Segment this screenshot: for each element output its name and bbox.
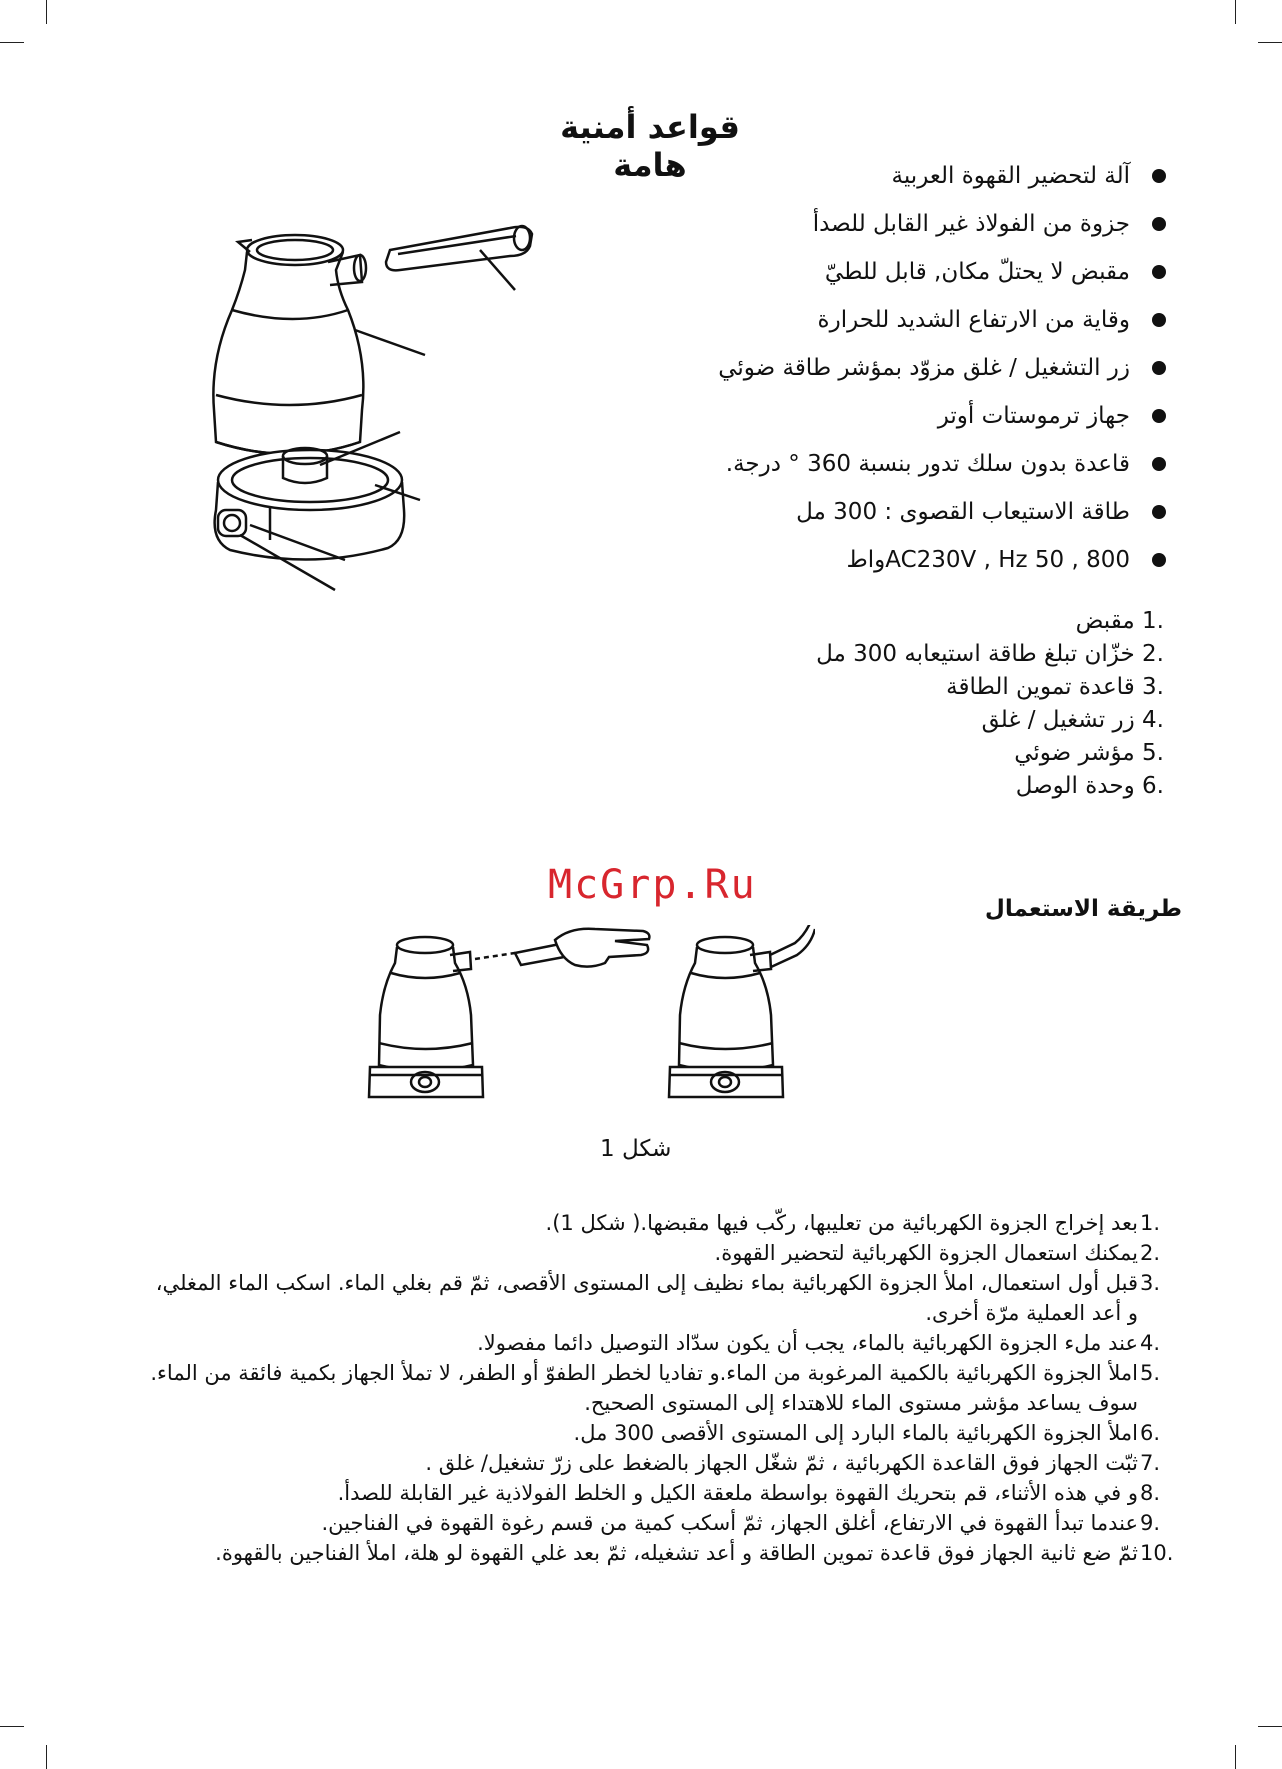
step-item: 1. بعد إخراج الجزوة الكهربائية من تعليبها، ركّب فيها مقبضها.( شكل 1). (545, 1211, 1161, 1235)
usage-steps-list (142, 1208, 1182, 1568)
bullet-icon (1152, 505, 1166, 519)
step-item: 7. ثبّت الجهاز فوق القاعدة الكهربائية ، ثمّ شغّل الجهاز بالضغط على زرّ تشغيل/ غلق . (425, 1451, 1161, 1475)
crop-mark (0, 1726, 24, 1727)
part-item: 6. وحدة الوصل (1015, 773, 1164, 799)
part-item: 2. خزّان تبلغ طاقة استيعابه 300 مل (816, 641, 1164, 667)
crop-mark (46, 0, 47, 24)
step-item: 5. املأ الجزوة الكهربائية بالكمية المرغوبة من الماء.و تفاديا لخطر الطفوّ أو الطفر، لا تملأ الجهاز بكمية فائقة من الماء. سوف يساعد مؤشر مستوى الماء للاهتداء إلى المستوى الصحيح. (150, 1361, 1161, 1415)
step-item: 8. و في هذه الأثناء، قم بتحريك القهوة بواسطة ملعقة الكيل و الخلط الفولاذية غير القابلة للصدأ. (337, 1481, 1161, 1505)
usage-section-title: طريقة الاستعمال (984, 896, 1182, 922)
bullet-icon (1152, 169, 1166, 183)
step-item: 3. قبل أول استعمال، املأ الجزوة الكهربائية بماء نظيف إلى المستوى الأقصى، ثمّ قم بغلي الماء. اسكب الماء المغلي، و أعد العملية مرّة أخرى. (155, 1271, 1161, 1325)
bullet-icon (1152, 553, 1166, 567)
bullet-icon (1152, 265, 1166, 279)
step-item: 4. عند ملء الجزوة الكهربائية بالماء، يجب أن يكون سدّاد التوصيل دائما مفصولا. (477, 1331, 1161, 1355)
feature-item: AC230V , Hz 50 , 800واط (550, 536, 1170, 584)
feature-item: جزوة من الفولاذ غير القابل للصدأ (550, 200, 1170, 248)
step-item: 2. يمكنك استعمال الجزوة الكهربائية لتحضير القهوة. (714, 1241, 1161, 1265)
part-item: 1. مقبض (1075, 608, 1164, 634)
feature-item: قاعدة بدون سلك تدور بنسبة 360 ° درجة. (550, 440, 1170, 488)
bullet-icon (1152, 361, 1166, 375)
figure-caption: شكل 1 (600, 1136, 672, 1162)
part-item: 3. قاعدة تموين الطاقة (946, 674, 1164, 700)
bullet-icon (1152, 409, 1166, 423)
step-item: 6. املأ الجزوة الكهربائية بالماء البارد إلى المستوى الأقصى 300 مل. (573, 1421, 1161, 1445)
figure-1-illustration (365, 925, 815, 1125)
crop-mark (46, 1745, 47, 1769)
crop-mark (1235, 1745, 1236, 1769)
bullet-icon (1152, 457, 1166, 471)
features-list (550, 152, 1170, 584)
step-item: 9. عندما تبدأ القهوة في الارتفاع، أغلق الجهاز، ثمّ أسكب كمية من قسم رغوة القهوة في الفناجين. (321, 1511, 1161, 1535)
watermark: McGrp.Ru (548, 862, 757, 908)
feature-item: زر التشغيل / غلق مزوّد بمؤشر طاقة ضوئي (550, 344, 1170, 392)
part-item: 4. زر تشغيل / غلق (981, 707, 1164, 733)
page-title: قواعد أمنية هامة (560, 108, 740, 184)
feature-item: مقبض لا يحتلّ مكان, قابل للطيّ (550, 248, 1170, 296)
part-item: 5. مؤشر ضوئي (1014, 740, 1164, 766)
step-item: 10. ثمّ ضع ثانية الجهاز فوق قاعدة تموين الطاقة و أعد تشغيله، ثمّ بعد غلي القهوة لو هلة، املأ الفناجين بالقهوة. (215, 1541, 1174, 1565)
crop-mark (0, 42, 24, 43)
parts-list (782, 605, 1182, 803)
bullet-icon (1152, 313, 1166, 327)
crop-mark (1258, 1726, 1282, 1727)
feature-item: جهاز ترموستات أوتر (550, 392, 1170, 440)
feature-item: وقاية من الارتفاع الشديد للحرارة (550, 296, 1170, 344)
bullet-icon (1152, 217, 1166, 231)
feature-item: آلة لتحضير القهوة العربية (550, 152, 1170, 200)
feature-item: طاقة الاستيعاب القصوى : 300 مل (550, 488, 1170, 536)
crop-mark (1258, 42, 1282, 43)
crop-mark (1235, 0, 1236, 24)
